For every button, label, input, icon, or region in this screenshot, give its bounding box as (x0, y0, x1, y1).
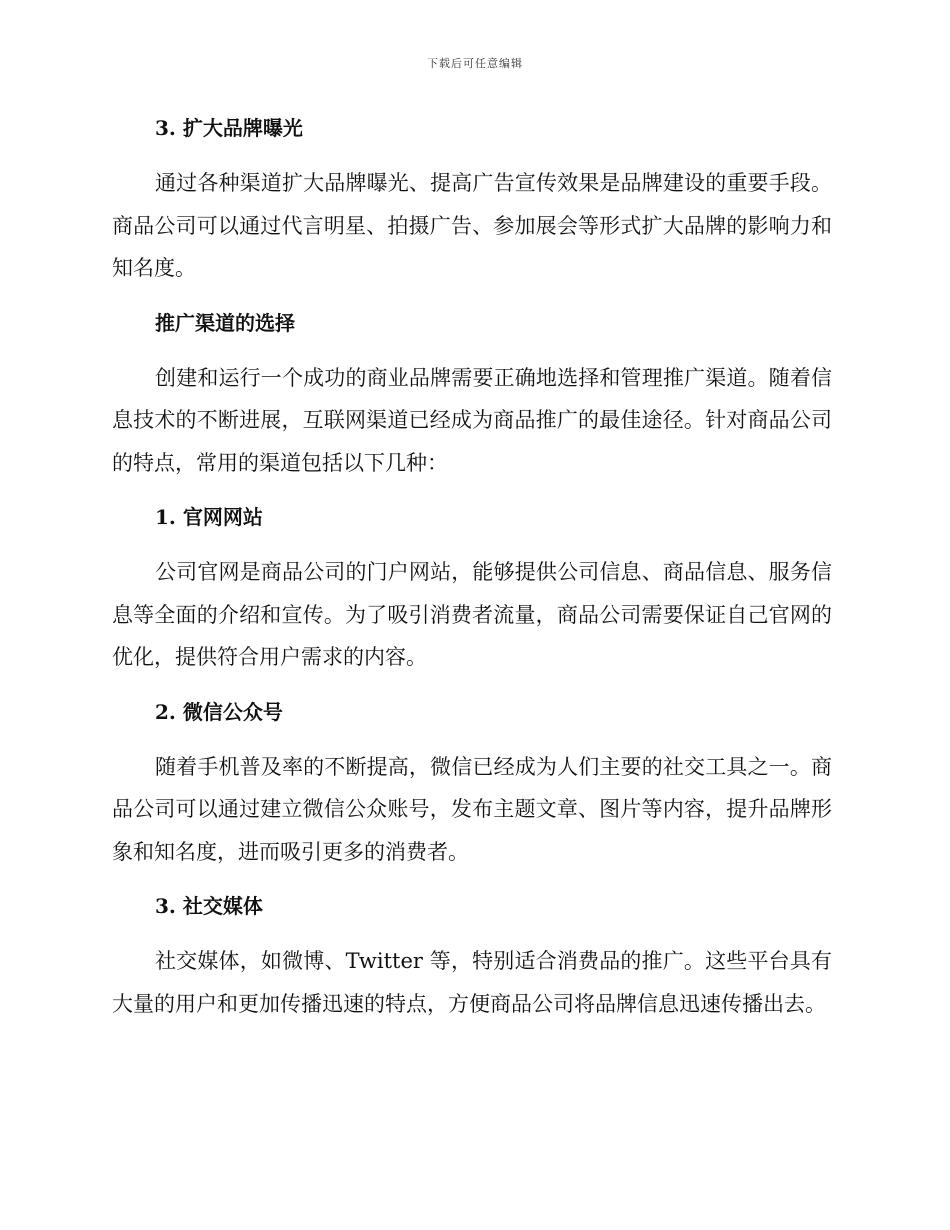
document-body (112, 108, 832, 1038)
paragraph-official-website: 公司官网是商品公司的门户网站，能够提供公司信息、商品信息、服务信息等全面的介绍和宣传。为了吸引消费者流量，商品公司需要保证自己官网的优化，提供符合用户需求的内容。 (112, 560, 832, 669)
section-heading-channel-selection: 推广渠道的选择 (155, 310, 295, 335)
paragraph-wechat-account: 随着手机普及率的不断提高，微信已经成为人们主要的社交工具之一。商品公司可以通过建立微信公众账号，发布主题文章、图片等内容，提升品牌形象和知名度，进而吸引更多的消费者。 (112, 754, 832, 864)
paragraph-channel-selection: 创建和运行一个成功的商业品牌需要正确地选择和管理推广渠道。随着信息技术的不断进展，互联网渠道已经成为商品推广的最佳途径。针对商品公司的特点，常用的渠道包括以下几种： (112, 365, 832, 475)
section-heading-expand-exposure: 3. 扩大品牌曝光 (155, 116, 303, 140)
section-heading-official-website: 1. 官网网站 (155, 505, 263, 529)
section-heading-social-media: 3. 社交媒体 (155, 894, 263, 918)
running-header: 下载后可任意编辑 (427, 57, 523, 70)
paragraph-expand-exposure: 通过各种渠道扩大品牌曝光、提高广告宣传效果是品牌建设的重要手段。商品公司可以通过代言明星、拍摄广告、参加展会等形式扩大品牌的影响力和知名度。 (112, 171, 832, 280)
section-heading-wechat-account: 2. 微信公众号 (155, 699, 283, 724)
paragraph-social-media: 社交媒体，如微博、Twitter 等，特别适合消费品的推广。这些平台具有大量的用户和更加传播迅速的特点，方便商品公司将品牌信息迅速传播出去。 (112, 949, 832, 1016)
